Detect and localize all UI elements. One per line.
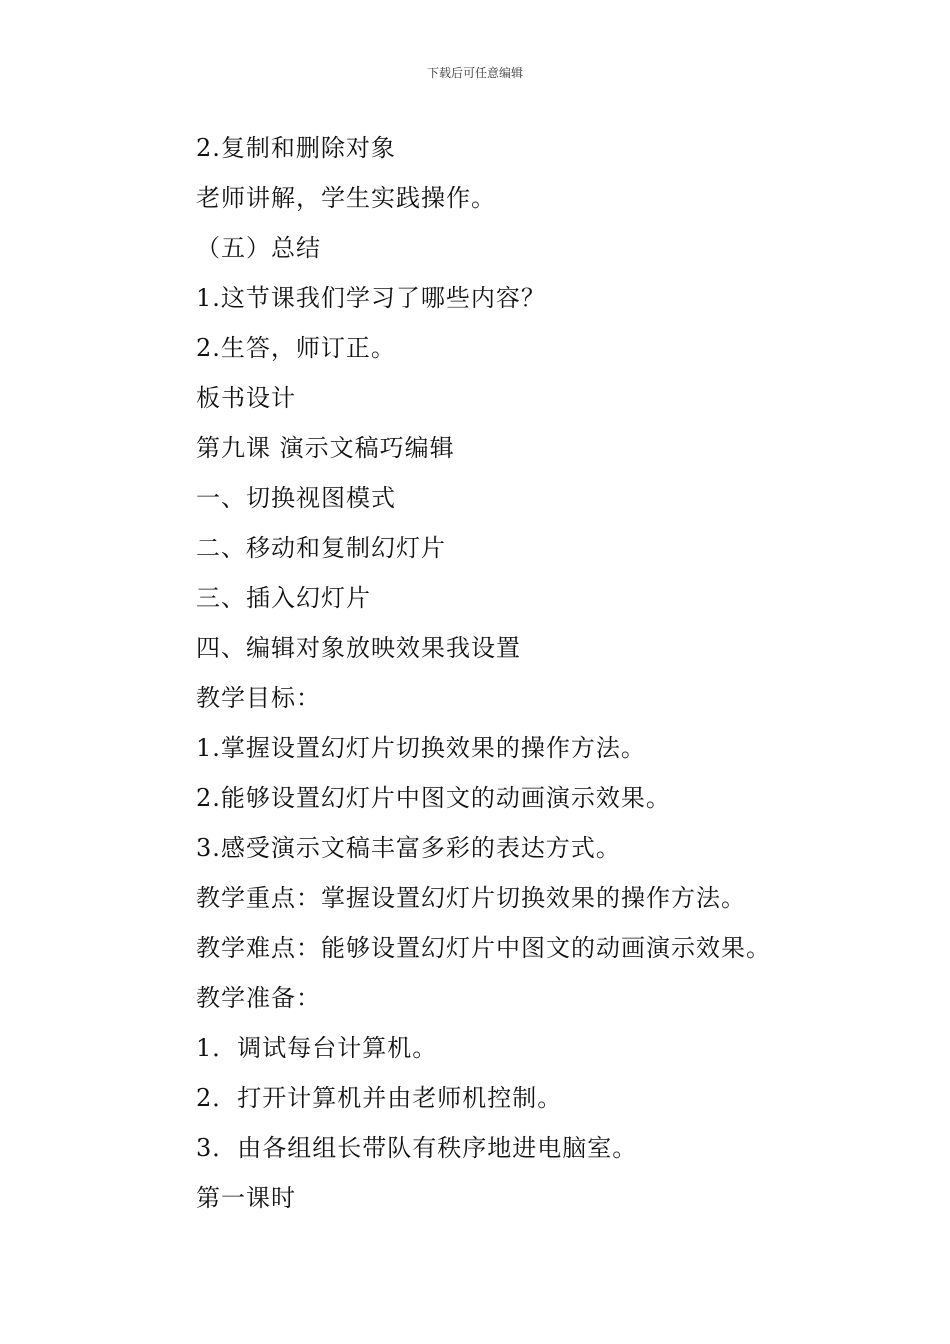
- text-line: 二、移动和复制幻灯片: [196, 534, 446, 562]
- text-line: 1.掌握设置幻灯片切换效果的操作方法。: [196, 734, 646, 762]
- text-line: 3.感受演示文稿丰富多彩的表达方式。: [196, 834, 621, 862]
- section-heading: 第一课时: [196, 1184, 296, 1212]
- section-heading: 教学准备：: [196, 984, 321, 1012]
- section-heading: （五）总结: [196, 234, 321, 262]
- text-line: 2.生答，师订正。: [196, 334, 396, 362]
- text-line: 一、切换视图模式: [196, 484, 396, 512]
- text-line: 3．由各组组长带队有秩序地进电脑室。: [196, 1134, 638, 1162]
- text-line: 2.能够设置幻灯片中图文的动画演示效果。: [196, 784, 671, 812]
- page-header-note: 下载后可任意编辑: [426, 66, 523, 80]
- document-body: [196, 130, 896, 1230]
- section-heading: 教学目标：: [196, 684, 321, 712]
- text-line: 1.这节课我们学习了哪些内容？: [196, 284, 546, 312]
- text-line: 教学难点：能够设置幻灯片中图文的动画演示效果。: [196, 934, 771, 962]
- text-line: 2.复制和删除对象: [196, 134, 396, 162]
- text-line: 1．调试每台计算机。: [196, 1034, 438, 1062]
- text-line: 三、插入幻灯片: [196, 584, 371, 612]
- lesson-title: 第九课 演示文稿巧编辑: [196, 434, 455, 462]
- text-line: 老师讲解，学生实践操作。: [196, 184, 496, 212]
- section-heading: 板书设计: [196, 384, 296, 412]
- text-line: 四、编辑对象放映效果我设置: [196, 634, 521, 662]
- text-line: 教学重点：掌握设置幻灯片切换效果的操作方法。: [196, 884, 746, 912]
- text-line: 2．打开计算机并由老师机控制。: [196, 1084, 563, 1112]
